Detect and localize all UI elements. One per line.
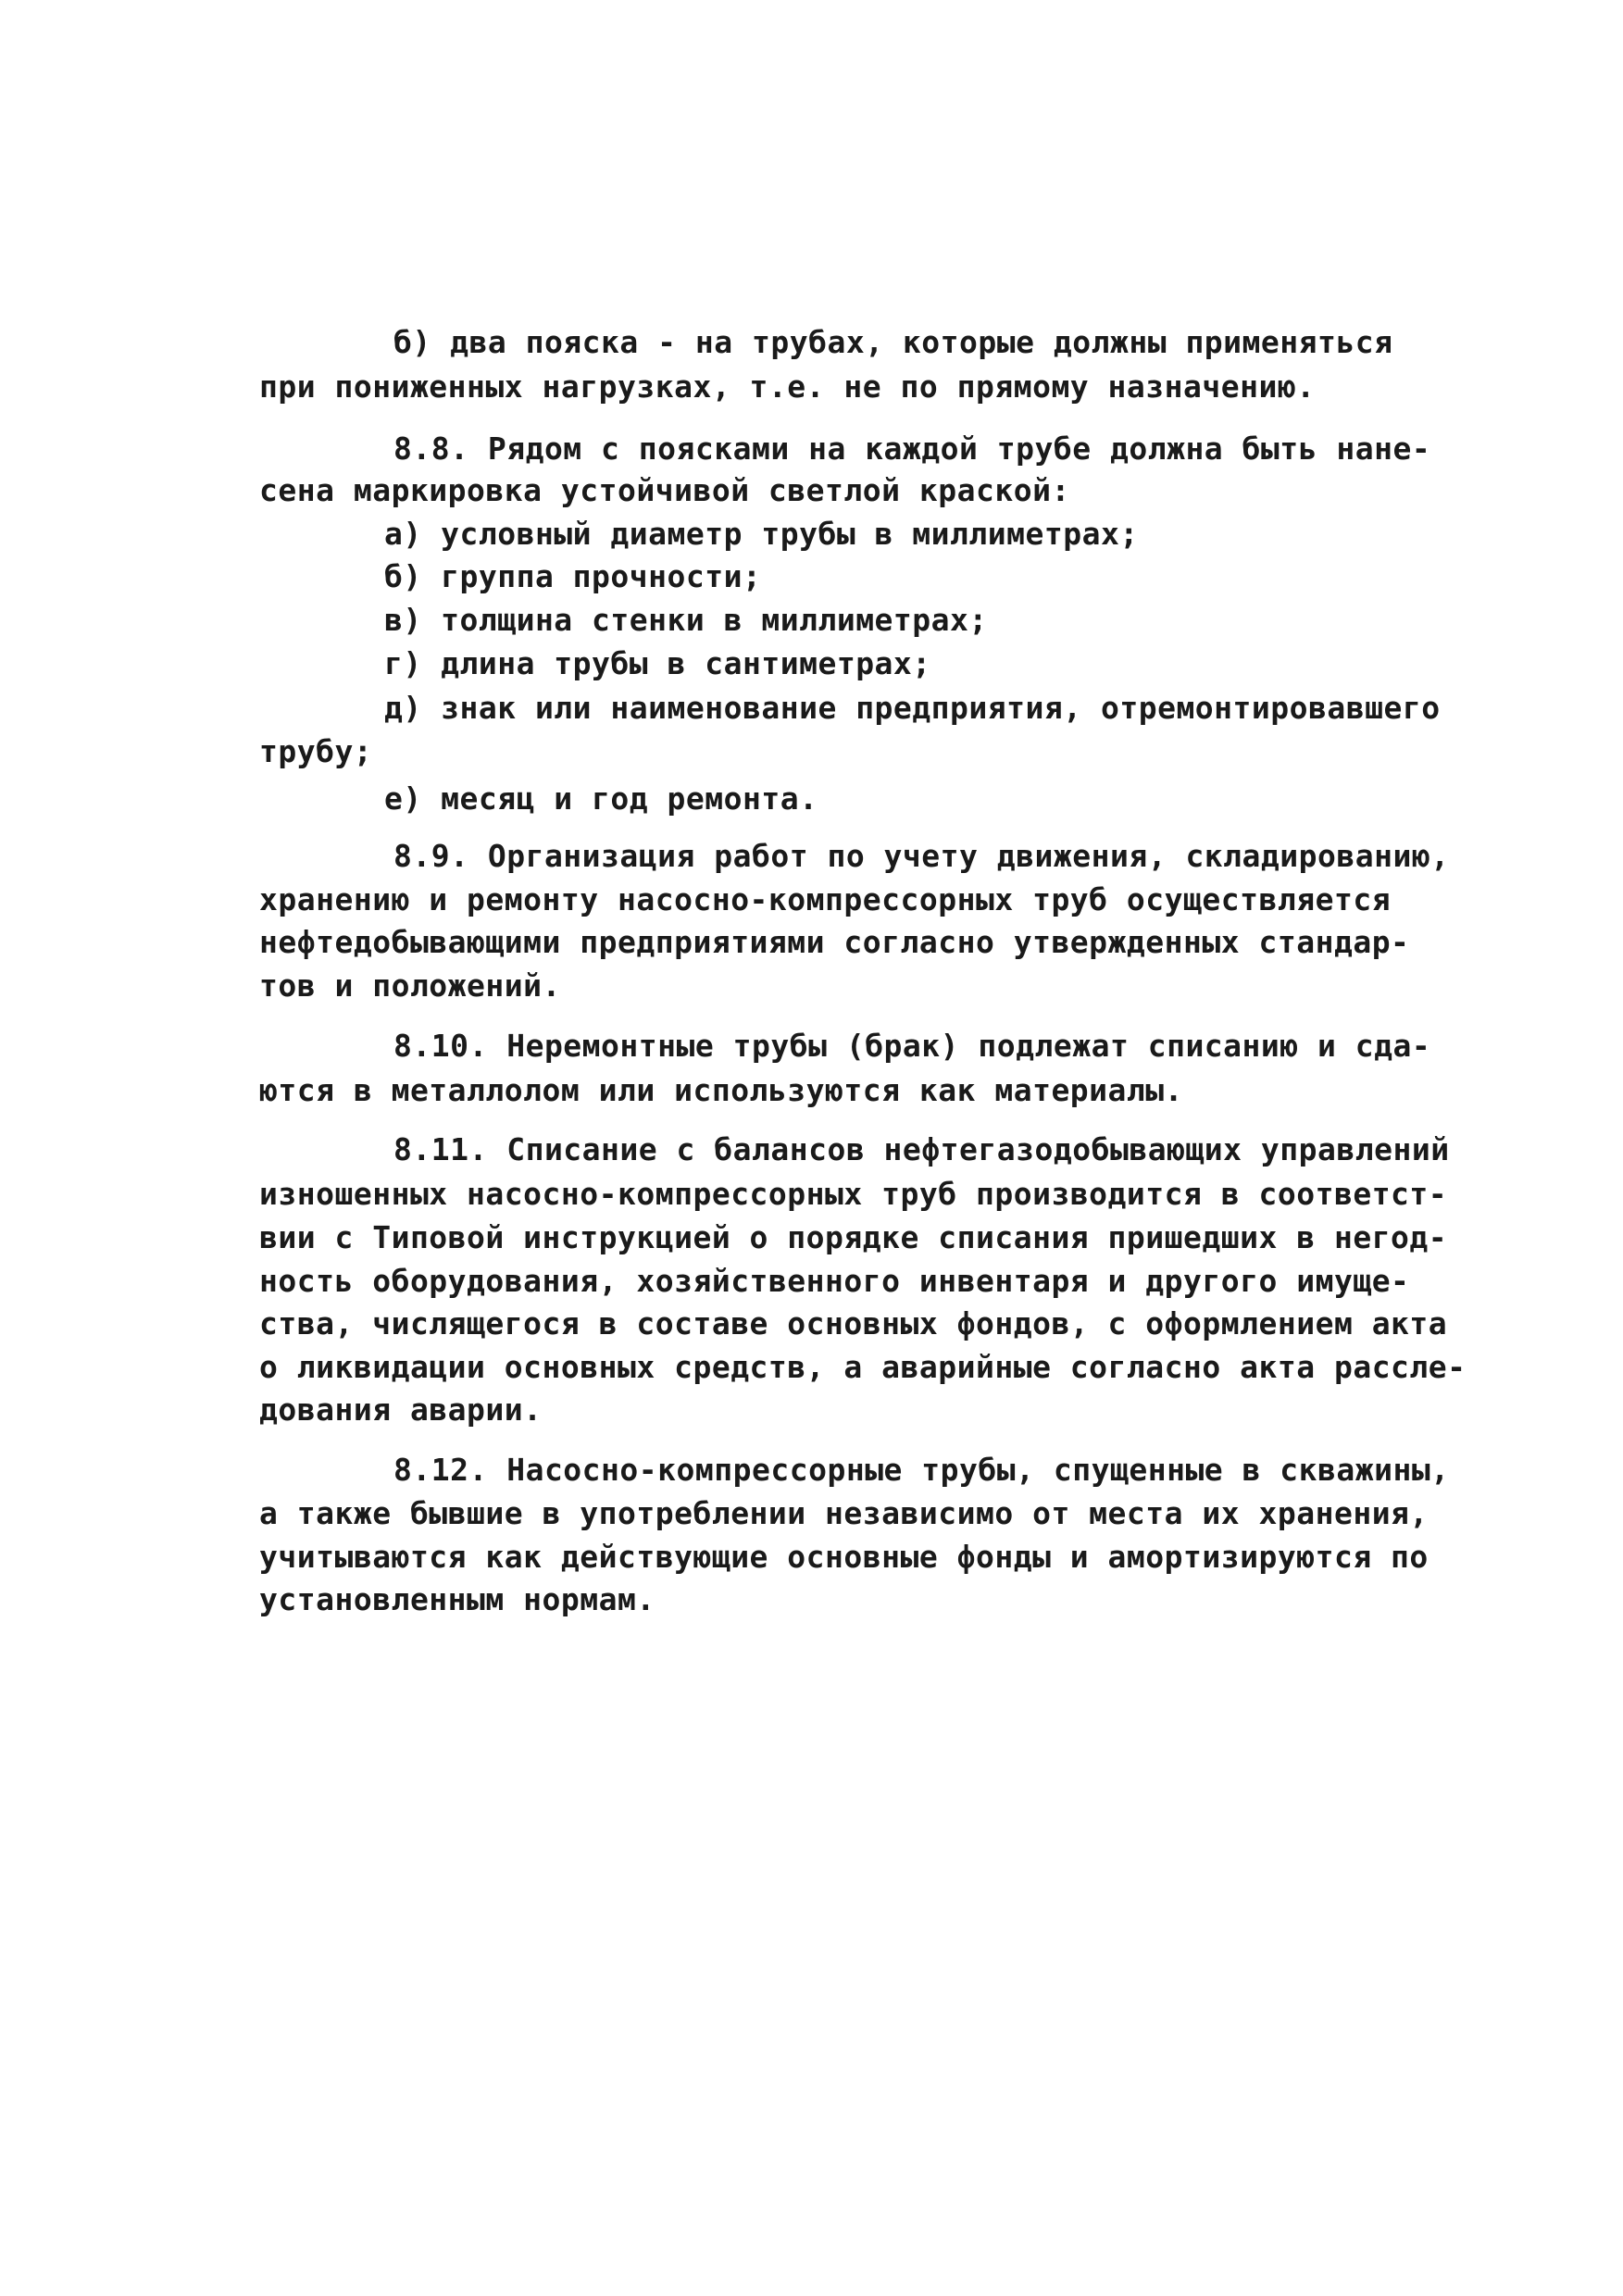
paragraph-8-9-line-2: хранению и ремонту насосно-компрессорных труб осуществляется	[259, 881, 1392, 917]
paragraph-8-11-line-7: дования аварии.	[259, 1391, 543, 1428]
paragraph-8-9-line-4: тов и положений.	[259, 967, 561, 1004]
list-item-g: г) длина трубы в сантиметрах;	[384, 645, 931, 681]
paragraph-8-11-line-5: ства, числящегося в составе основных фондов, с оформлением акта	[259, 1305, 1448, 1341]
paragraph-8-11-line-6: о ликвидации основных средств, а аварийные согласно акта рассле-	[259, 1349, 1467, 1385]
paragraph-8-8-line-2: сена маркировка устойчивой светлой краской:	[259, 472, 1070, 508]
paragraph-8-12-line-1: 8.12. Насосно-компрессорные трубы, спущенные в скважины,	[393, 1452, 1450, 1488]
paragraph-8-11-line-3: вии с Типовой инструкцией о порядке списания пришедших в негод-	[259, 1219, 1448, 1255]
paragraph-8-10-line-2: ются в металлолом или используются как материалы.	[259, 1072, 1184, 1108]
paragraph-8-9-line-1: 8.9. Организация работ по учету движения, складированию,	[393, 838, 1450, 874]
list-item-a: а) условный диаметр трубы в миллиметрах;	[384, 516, 1139, 552]
list-item-d-continuation: трубу;	[259, 733, 373, 769]
list-item-v: в) толщина стенки в миллиметрах;	[384, 602, 988, 638]
paragraph-8-12-line-4: установленным нормам.	[259, 1581, 655, 1617]
paragraph-8-12-line-2: а также бывшие в употреблении независимо от места их хранения,	[259, 1495, 1429, 1531]
paragraph-8-9-line-3: нефтедобывающими предприятиями согласно утвержденных стандар-	[259, 924, 1410, 960]
paragraph-8-11-line-1: 8.11. Списание с балансов нефтегазодобывающих управлений	[393, 1131, 1450, 1167]
paragraph-8-11-line-4: ность оборудования, хозяйственного инвентаря и другого имуще-	[259, 1263, 1410, 1299]
paragraph-8-11-line-2: изношенных насосно-компрессорных труб производится в соответст-	[259, 1176, 1448, 1212]
paragraph-8-12-line-3: учитываются как действующие основные фонды и амортизируются по	[259, 1539, 1429, 1575]
item-b-line-1: б) два пояска - на трубах, которые должны применяться	[393, 324, 1393, 360]
list-item-b: б) группа прочности;	[384, 558, 762, 594]
list-item-d: д) знак или наименование предприятия, отремонтировавшего	[384, 690, 1441, 726]
paragraph-8-8-line-1: 8.8. Рядом с поясками на каждой трубе должна быть нане-	[393, 430, 1431, 467]
paragraph-8-10-line-1: 8.10. Неремонтные трубы (брак) подлежат списанию и сда-	[393, 1028, 1431, 1064]
list-item-e: е) месяц и год ремонта.	[384, 780, 818, 817]
item-b-line-2: при пониженных нагрузках, т.е. не по прямому назначению.	[259, 368, 1316, 405]
